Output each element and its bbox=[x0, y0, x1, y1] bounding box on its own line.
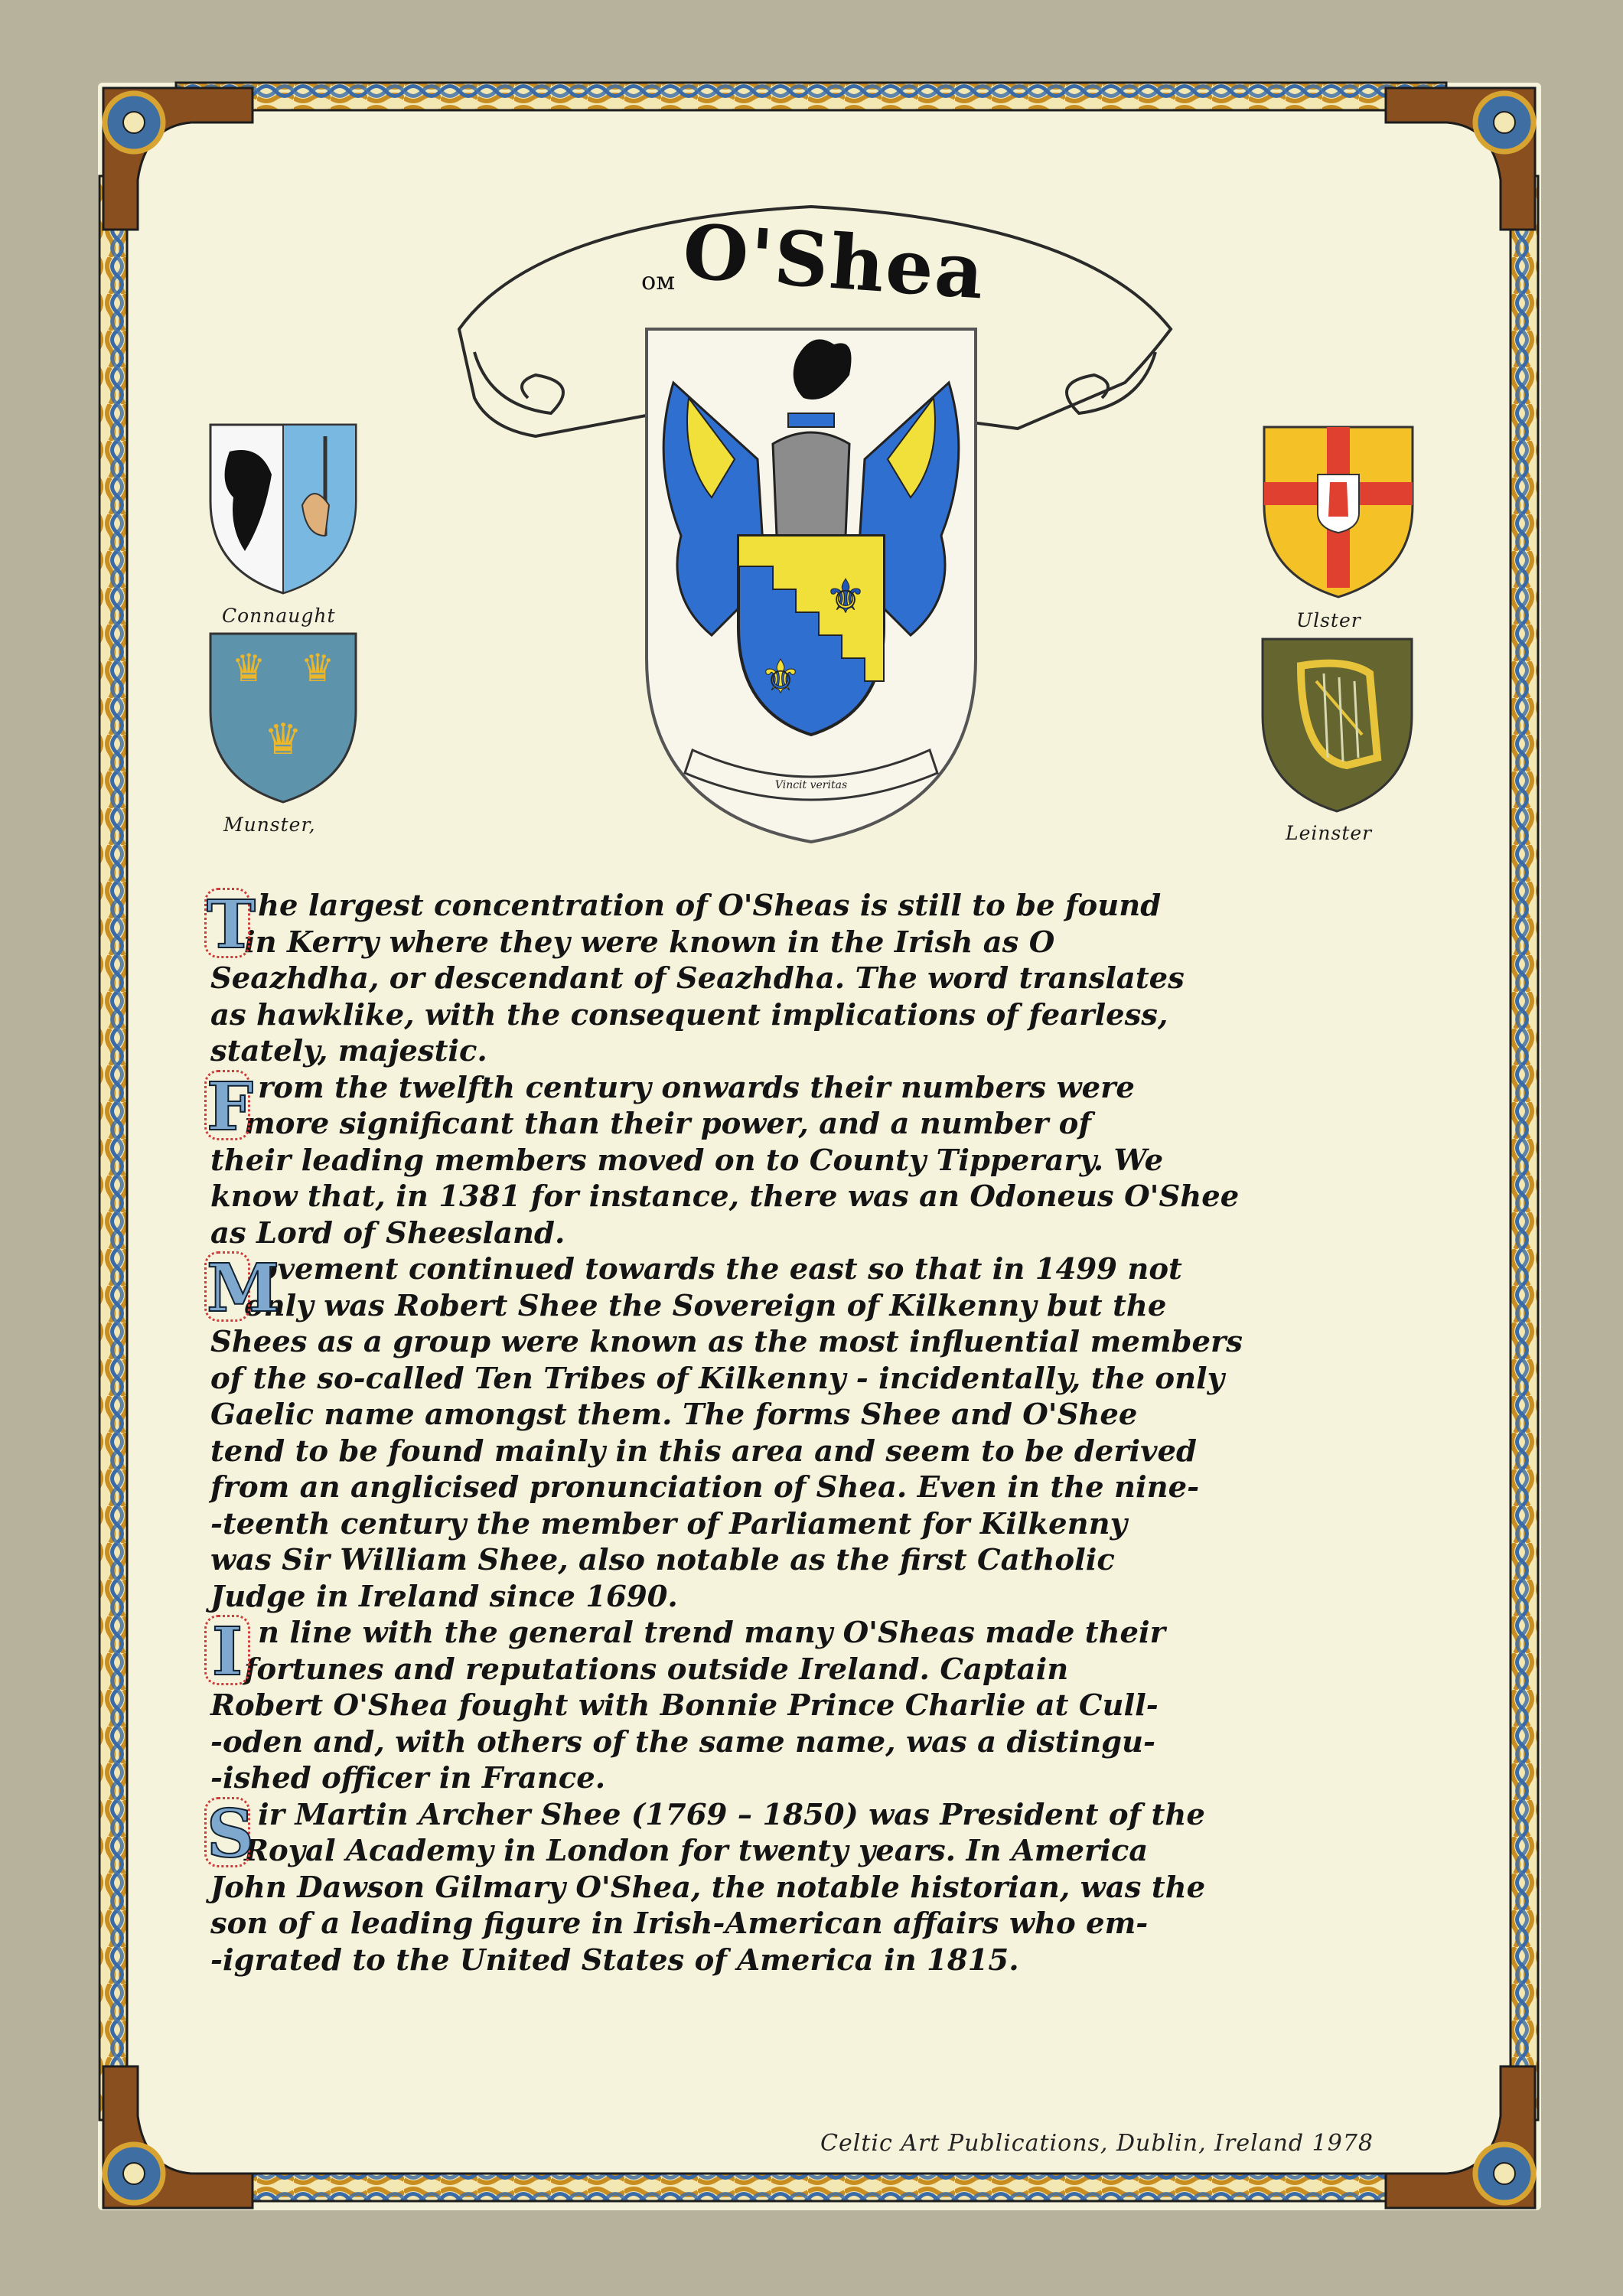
family-name-title: O'Shea bbox=[680, 207, 989, 317]
title-ornament: ᴏᴍ bbox=[641, 266, 676, 295]
text-line: he largest concentration of O'Sheas is still to be found bbox=[258, 889, 1162, 923]
text-line: stately, majestic. bbox=[210, 1034, 487, 1068]
ulster-shield bbox=[1264, 427, 1413, 597]
label-leinster: Leinster bbox=[1286, 822, 1373, 844]
corner-ornament-bottom-left bbox=[103, 2066, 253, 2208]
svg-text:⚜: ⚜ bbox=[760, 651, 801, 704]
history-paragraph-4 bbox=[210, 1615, 1442, 1797]
text-line: -teenth century the member of Parliament for Kilkenny bbox=[210, 1506, 1127, 1541]
corner-ornament-top-left bbox=[103, 88, 253, 230]
text-line: more significant than their power, and a number of bbox=[244, 1107, 1091, 1141]
text-line: from an anglicised pronunciation of Shea. Even in the nine- bbox=[210, 1470, 1200, 1505]
text-line: was Sir William Shee, also notable as the first Catholic bbox=[210, 1543, 1115, 1577]
text-line: Royal Academy in London for twenty years. In America bbox=[244, 1834, 1149, 1868]
text-line: son of a leading figure in Irish-American affairs who em- bbox=[210, 1906, 1149, 1941]
motto-text: Vincit veritas bbox=[774, 779, 848, 791]
text-line: fortunes and reputations outside Ireland. Captain bbox=[244, 1652, 1069, 1687]
publisher-credit: Celtic Art Publications, Dublin, Ireland 1978 bbox=[820, 2130, 1374, 2157]
text-line: ovement continued towards the east so that in 1499 not bbox=[258, 1252, 1182, 1287]
leinster-shield bbox=[1263, 639, 1412, 811]
svg-text:♛: ♛ bbox=[263, 715, 303, 765]
dropcap-letter: T bbox=[204, 888, 250, 958]
svg-text:♛: ♛ bbox=[300, 646, 335, 690]
text-line: as Lord of Sheesland. bbox=[210, 1215, 565, 1251]
svg-text:⚜: ⚜ bbox=[825, 570, 866, 624]
text-line: Robert O'Shea fought with Bonnie Prince Charlie at Cull- bbox=[210, 1688, 1159, 1723]
history-paragraph-5 bbox=[207, 1795, 1442, 1979]
text-line: know that, in 1381 for instance, there was an Odoneus O'Shee bbox=[210, 1179, 1240, 1214]
text-line: Judge in Ireland since 1690. bbox=[210, 1579, 678, 1614]
munster-shield bbox=[210, 634, 356, 802]
svg-text:♛: ♛ bbox=[231, 646, 266, 690]
history-paragraph-3 bbox=[207, 1250, 1442, 1615]
text-line: -igrated to the United States of America in 1815. bbox=[210, 1942, 1019, 1978]
text-line: Seazhdha, or descendant of Seazhdha. The word translates bbox=[210, 961, 1185, 996]
text-line: in Kerry where they were known in the Irish as O bbox=[244, 925, 1055, 960]
history-paragraph-1 bbox=[207, 886, 1442, 1070]
label-munster: Munster, bbox=[223, 814, 316, 836]
text-line: rom the twelfth century onwards their numbers were bbox=[258, 1070, 1135, 1105]
osheа-coat-of-arms bbox=[647, 329, 976, 842]
dropcap-letter: I bbox=[204, 1615, 250, 1685]
label-connaught: Connaught bbox=[222, 605, 336, 627]
text-line: -ished officer in France. bbox=[210, 1761, 606, 1795]
label-ulster: Ulster bbox=[1296, 609, 1361, 631]
corner-ornament-top-right bbox=[1386, 88, 1535, 230]
dropcap-letter: M bbox=[204, 1251, 250, 1322]
family-history-text bbox=[207, 886, 1442, 1978]
history-paragraph-2 bbox=[207, 1068, 1442, 1252]
dropcap-letter: S bbox=[204, 1797, 250, 1867]
corner-ornament-bottom-right bbox=[1386, 2066, 1535, 2208]
text-line: ir Martin Archer Shee (1769 – 1850) was President of the bbox=[258, 1797, 1205, 1832]
text-line: -oden and, with others of the same name, was a distingu- bbox=[210, 1724, 1155, 1760]
dropcap-letter: F bbox=[204, 1070, 250, 1140]
connaught-shield bbox=[210, 425, 356, 593]
text-line: John Dawson Gilmary O'Shea, the notable historian, was the bbox=[210, 1870, 1206, 1905]
text-line: tend to be found mainly in this area and seem to be derived bbox=[210, 1433, 1197, 1469]
text-line: as hawklike, with the consequent implications of fearless, bbox=[210, 997, 1168, 1032]
text-line: Gaelic name amongst them. The forms Shee and O'Shee bbox=[210, 1397, 1138, 1432]
text-line: only was Robert Shee the Sovereign of Kilkenny but the bbox=[244, 1288, 1167, 1323]
text-line: of the so-called Ten Tribes of Kilkenny - incidentally, the only bbox=[210, 1361, 1225, 1396]
text-line: n line with the general trend many O'Sheas made their bbox=[258, 1616, 1165, 1650]
text-line: Shees as a group were known as the most influential members bbox=[210, 1325, 1243, 1359]
text-line: their leading members moved on to County Tipperary. We bbox=[210, 1143, 1164, 1178]
